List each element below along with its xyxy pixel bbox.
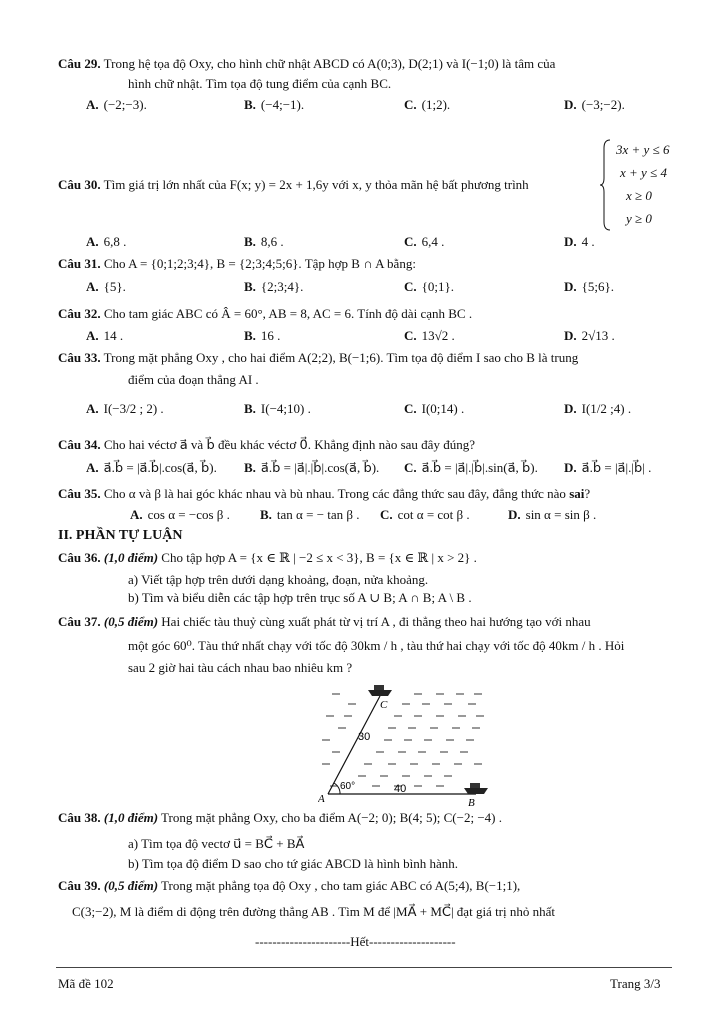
angle-label: 60° bbox=[340, 781, 356, 792]
q34-option-d[interactable]: D. a⃗.b⃗ = |a⃗|.|b⃗| . bbox=[564, 460, 652, 475]
q36-part-b: b) Tìm và biểu diễn các tập hợp trên trục số A ∪ B; A ∩ B; A \ B . bbox=[128, 590, 472, 605]
ship-b-icon bbox=[464, 783, 488, 794]
q35-option-a[interactable]: A. cos α = −cos β . bbox=[130, 507, 230, 522]
q29-line1 bbox=[58, 56, 555, 72]
q34-option-c[interactable]: C. a⃗.b⃗ = |a⃗|.|b⃗|.sin(a⃗, b⃗). bbox=[404, 460, 538, 475]
footer-page-number: Trang 3/3 bbox=[610, 976, 661, 991]
footer-exam-code: Mã đề 102 bbox=[58, 976, 114, 991]
q33-label: Câu 33. bbox=[58, 350, 101, 365]
q33-option-b[interactable]: B. I(−4;10) . bbox=[244, 401, 311, 416]
q38-line: Câu 38. (1,0 điểm) Trong mặt phẳng Oxy, cho ba điểm A(−2; 0); B(4; 5); C(−2; −4) . bbox=[58, 810, 502, 825]
q32-option-b[interactable]: B. 16 . bbox=[244, 328, 281, 343]
q35-emphasis: sai bbox=[569, 486, 585, 501]
q29-option-a[interactable]: A. (−2;−3). bbox=[86, 97, 147, 112]
q30-ineq-1: 3x + y ≤ 6 bbox=[616, 142, 670, 157]
q36-label: Câu 36. bbox=[58, 550, 101, 565]
q34-option-a[interactable]: A. a⃗.b⃗ = |a⃗.b⃗|.cos(a⃗, b⃗). bbox=[86, 460, 217, 475]
q35-options bbox=[130, 506, 725, 524]
q29-option-c[interactable]: C. (1;2). bbox=[404, 97, 451, 112]
q38-points: (1,0 điểm) bbox=[103, 810, 159, 825]
q32-option-d[interactable]: D. 2√13 . bbox=[564, 328, 615, 343]
q31-option-a[interactable]: A. {5}. bbox=[86, 279, 126, 294]
q30-option-a[interactable]: A. 6,8 . bbox=[86, 234, 127, 249]
q31-option-d[interactable]: D. {5;6}. bbox=[564, 279, 614, 294]
q29-option-b[interactable]: B. (−4;−1). bbox=[244, 97, 305, 112]
side-ac-label: 30 bbox=[358, 731, 371, 743]
q35-option-c[interactable]: C. cot α = cot β . bbox=[380, 507, 470, 522]
q35-line: Câu 35. Cho α và β là hai góc khác nhau và bù nhau. Trong các đẳng thức sau đây, đẳng thức nào sai? bbox=[58, 486, 591, 501]
q30-ineq-3: x ≥ 0 bbox=[626, 188, 652, 203]
q37-label: Câu 37. bbox=[58, 614, 101, 629]
q35-option-b[interactable]: B. tan α = − tan β . bbox=[260, 507, 360, 522]
end-mark: ----------------------Hết-------------------- bbox=[255, 934, 456, 949]
q39-points: (0,5 điểm) bbox=[103, 878, 159, 893]
point-b-label: B bbox=[468, 797, 475, 808]
q37-points: (0,5 điểm) bbox=[103, 614, 159, 629]
q29-label: Câu 29. bbox=[58, 56, 101, 71]
q30-system bbox=[600, 138, 680, 232]
q36-part-a: a) Viết tập hợp trên dưới dạng khoảng, đoạn, nửa khoảng. bbox=[128, 572, 429, 587]
q32-line: Câu 32. Cho tam giác ABC có Â = 60°, AB = 8, AC = 6. Tính độ dài cạnh BC . bbox=[58, 306, 473, 321]
q31-label: Câu 31. bbox=[58, 256, 101, 271]
q33-options bbox=[86, 400, 696, 418]
segment-ac bbox=[328, 696, 380, 794]
q34-option-b[interactable]: B. a⃗.b⃗ = |a⃗|.|b⃗|.cos(a⃗, b⃗). bbox=[244, 460, 380, 475]
q30-ineq-2: x + y ≤ 4 bbox=[620, 165, 667, 180]
ship-c-icon bbox=[368, 685, 392, 696]
q36-points: (1,0 điểm) bbox=[103, 550, 159, 565]
q30-line: Câu 30. Tìm giá trị lớn nhất của F(x; y) = 2x + 1,6y với x, y thỏa mãn hệ bất phương trình bbox=[58, 177, 529, 192]
q29-text: Trong hệ tọa độ Oxy, cho hình chữ nhật ABCD có A(0;3), D(2;1) và I(−1;0) là tâm của bbox=[100, 56, 556, 71]
q31-options bbox=[86, 278, 696, 296]
q33-option-c[interactable]: C. I(0;14) . bbox=[404, 401, 465, 416]
q29-line2: hình chữ nhật. Tìm tọa độ tung điểm của cạnh BC. bbox=[128, 76, 392, 91]
brace-icon bbox=[600, 138, 612, 232]
q30-label: Câu 30. bbox=[58, 177, 101, 192]
footer-divider bbox=[56, 967, 672, 968]
q33-line1: Câu 33. Trong mặt phẳng Oxy , cho hai điểm A(2;2), B(−1;6). Tìm tọa độ điểm I sao cho B là trung bbox=[58, 350, 579, 365]
q31-line: Câu 31. Cho A = {0;1;2;3;4}, B = {2;3;4;5;6}. Tập hợp B ∩ A bằng: bbox=[58, 256, 416, 271]
q38-part-b: b) Tìm tọa độ điểm D sao cho tứ giác ABCD là hình bình hành. bbox=[128, 856, 458, 871]
q34-options bbox=[86, 459, 696, 477]
q38-part-a: a) Tìm tọa độ vectơ u⃗ = BC⃗ + BA⃗ bbox=[128, 836, 305, 851]
q35-label: Câu 35. bbox=[58, 486, 101, 501]
q37-line2: một góc 60⁰. Tàu thứ nhất chạy với tốc độ 30km / h , tàu thứ hai chạy với tốc độ 40km / h . Hỏi bbox=[128, 638, 625, 653]
point-a-label: A bbox=[318, 793, 325, 805]
q39-line2: C(3;−2), M là điểm di động trên đường thẳng AB . Tìm M để |MA⃗ + MC⃗| đạt giá trị nhỏ nhất bbox=[72, 904, 556, 919]
q32-option-c[interactable]: C. 13√2 . bbox=[404, 328, 455, 343]
q33-option-d[interactable]: D. I(1/2 ;4) . bbox=[564, 401, 632, 416]
ships-diagram bbox=[318, 682, 488, 808]
section-heading: II. PHẦN TỰ LUẬN bbox=[58, 528, 183, 543]
q38-label: Câu 38. bbox=[58, 810, 101, 825]
q37-line3: sau 2 giờ hai tàu cách nhau bao nhiêu km ? bbox=[128, 660, 353, 675]
q30-options bbox=[86, 233, 696, 251]
q31-option-b[interactable]: B. {2;3;4}. bbox=[244, 279, 304, 294]
q34-label: Câu 34. bbox=[58, 437, 101, 452]
q39-line1: Câu 39. (0,5 điểm) Trong mặt phẳng tọa độ Oxy , cho tam giác ABC có A(5;4), B(−1;1), bbox=[58, 878, 521, 893]
q29-options bbox=[86, 96, 696, 114]
q37-line1: Câu 37. (0,5 điểm) Hai chiếc tàu thuỷ cùng xuất phát từ vị trí A , đi thẳng theo hai hướng tạo với nhau bbox=[58, 614, 591, 629]
q32-option-a[interactable]: A. 14 . bbox=[86, 328, 124, 343]
q32-label: Câu 32. bbox=[58, 306, 101, 321]
water-dashes bbox=[322, 694, 484, 786]
q39-label: Câu 39. bbox=[58, 878, 101, 893]
q30-option-d[interactable]: D. 4 . bbox=[564, 234, 595, 249]
q30-option-c[interactable]: C. 6,4 . bbox=[404, 234, 445, 249]
side-ab-label: 40 bbox=[394, 783, 407, 795]
q29-option-d[interactable]: D. (−3;−2). bbox=[564, 97, 625, 112]
q30-ineq-4: y ≥ 0 bbox=[626, 211, 652, 226]
q33-line2: điểm của đoạn thẳng AI . bbox=[128, 372, 259, 387]
q33-option-a[interactable]: A. I(−3/2 ; 2) . bbox=[86, 401, 164, 416]
q36-line: Câu 36. (1,0 điểm) Cho tập hợp A = {x ∈ ℝ | −2 ≤ x < 3}, B = {x ∈ ℝ | x > 2} . bbox=[58, 550, 477, 565]
q35-option-d[interactable]: D. sin α = sin β . bbox=[508, 507, 597, 522]
point-c-label: C bbox=[380, 699, 388, 711]
q34-line: Câu 34. Cho hai véctơ a⃗ và b⃗ đều khác véctơ 0⃗. Khẳng định nào sau đây đúng? bbox=[58, 437, 475, 452]
q30-option-b[interactable]: B. 8,6 . bbox=[244, 234, 284, 249]
q32-options bbox=[86, 327, 696, 345]
q31-option-c[interactable]: C. {0;1}. bbox=[404, 279, 454, 294]
